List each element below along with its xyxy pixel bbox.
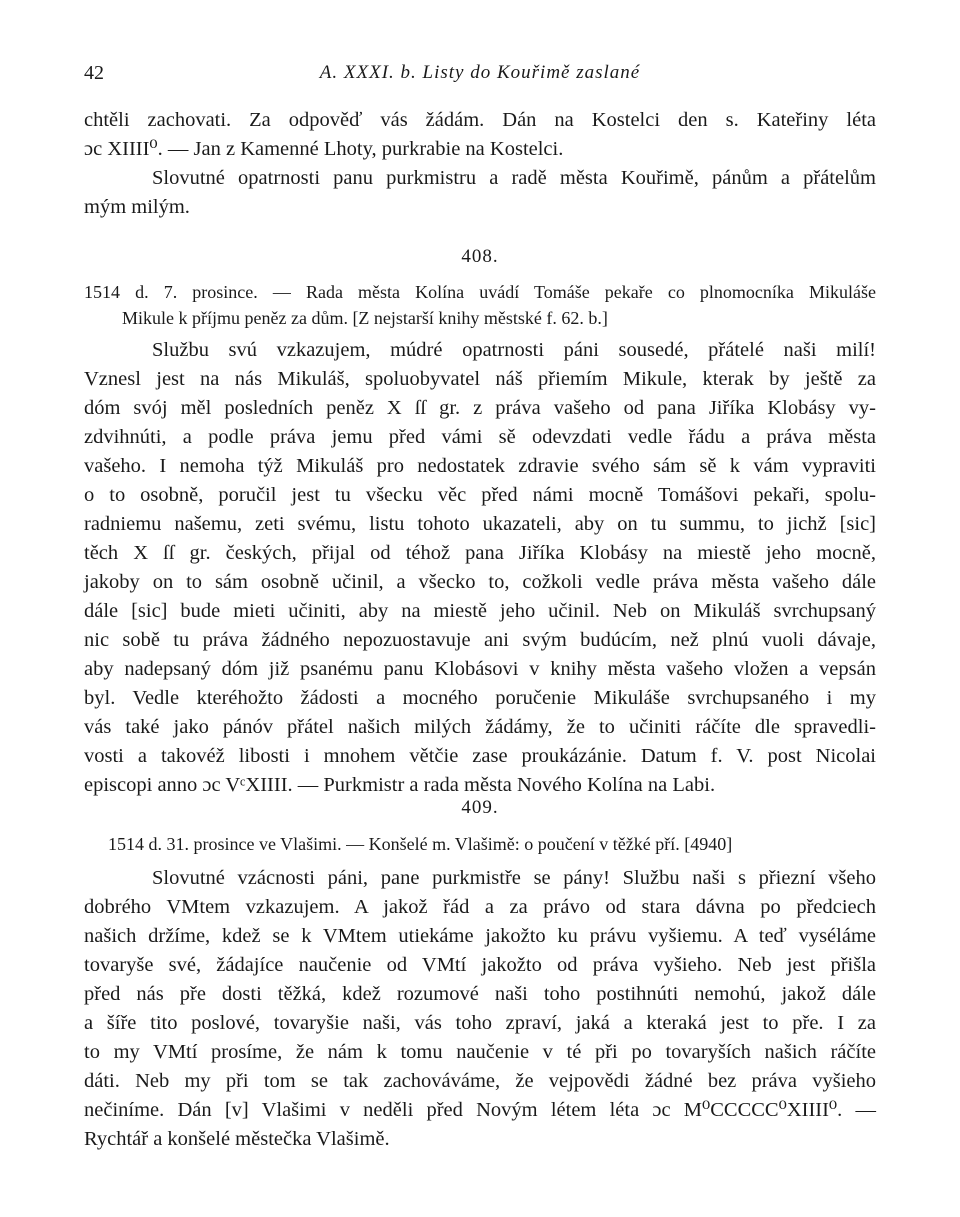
text-line: těch X ſſ gr. českých, přijal od téhož pana Jiříka Klobásy na miestě jeho mocně, <box>84 542 876 564</box>
regest-408 <box>84 279 876 331</box>
text-line: vás také jako pánóv přátel našich milých žádámy, že to učiniti ráčíte dle spravedli- <box>84 716 876 738</box>
regest-line: 1514 d. 31. prosince ve Vlašimi. — Konšelé m. Vlašimě: o poučení v těžké pří. [4940] <box>108 834 733 854</box>
text-line: zdvihnúti, a podle práva jemu před vámi sě odevzdati vedle řádu a práva města <box>84 426 876 448</box>
document-body-408 <box>84 336 876 800</box>
text-line: Slovutné vzácnosti páni, pane purkmistře se pány! Službu naši s přiezní všeho <box>152 867 876 889</box>
regest-line: Mikule k příjmu peněz za dům. [Z nejstarší knihy městské f. 62. b.] <box>122 308 608 328</box>
text-line: dáti. Neb my při tom se tak zachováváme, že vejpovědi žádné bez práva vyšieho <box>84 1070 876 1092</box>
text-line: chtěli zachovati. Za odpověď vás žádám. Dán na Kostelci den s. Kateřiny léta <box>84 109 876 131</box>
text-line: našich držíme, kdež se k VMtem utiekáme jakožto ku právu vyšiemu. A teď vyséláme <box>84 925 876 947</box>
document-body-409 <box>84 864 876 1154</box>
text-line: tovaryše své, žádajíce naučenie od VMtí jakožto od práva vyšieho. Neb jest přišla <box>84 954 876 976</box>
text-line: vosti a takovéž libosti i mnohem větčie zase proukázánie. Datum f. V. post Nicolai <box>84 745 876 767</box>
text-line: Službu svú vzkazujem, múdré opatrnosti páni sousedé, přátelé naši milí! <box>152 339 876 361</box>
regest-line: 1514 d. 7. prosince. — Rada města Kolína uvádí Tomáše pekaře co plnomocníka Mikuláše <box>84 282 876 302</box>
text-line: mým milým. <box>84 196 190 218</box>
text-line: dóm svój měl posledních peněz X ſſ gr. z práva vašeho od pana Jiříka Klobásy vy- <box>84 397 876 419</box>
text-line: nic sobě tu práva žádného nepozuostavuje ani svým budúcím, než plnú vuoli dávaje, <box>84 629 876 651</box>
text-line: dále [sic] bude mieti učiniti, aby na miestě jeho učinil. Neb on Mikuláš svrchupsaný <box>84 600 876 622</box>
regest-409 <box>84 831 876 857</box>
document-number-409: 409. <box>461 797 499 818</box>
text-line: byl. Vedle kteréhožto žádosti a mocného poručenie Mikuláše svrchupsaného i my <box>84 687 876 709</box>
document-number-408: 408. <box>461 246 499 267</box>
text-line: o to osobně, poručil jest tu všecku věc před námi mocně Tomášovi pekaři, spolu- <box>84 484 876 506</box>
text-line: vašeho. I nemoha týž Mikuláš pro nedostatek zdravie svého sám sě k vám vypraviti <box>84 455 876 477</box>
text-line: Vznesl jest na nás Mikuláš, spoluobyvatel náš přiemím Mikule, kterak by ještě za <box>84 368 876 390</box>
text-line: nečiníme. Dán [v] Vlašimi v neděli před Novým létem léta ɔc M⁰CCCCC⁰XIIII⁰. — <box>84 1099 876 1121</box>
page-header <box>84 62 876 88</box>
text-line: aby nadepsaný dóm již psanému panu Klobásovi v knihy města vašeho vložen a vepsán <box>84 658 876 680</box>
text-line: a šíře tito poslové, tovaryšie naši, vás toho zpraví, jaká a kteraká jest to pře. I za <box>84 1012 876 1034</box>
text-line: to my VMtí prosíme, že nám k tomu naučenie v té při po tovaryších našich ráčíte <box>84 1041 876 1063</box>
page-number: 42 <box>84 62 104 84</box>
text-line: Rychtář a konšelé městečka Vlašimě. <box>84 1128 390 1150</box>
continuation-text <box>84 106 876 222</box>
running-title: A. XXXI. b. Listy do Kouřimě zaslané <box>319 62 641 83</box>
text-line: před nás pře dosti těžká, kdež rozumové naši toho postihnúti nemohú, jakož dále <box>84 983 876 1005</box>
text-line: ɔc XIIII⁰. — Jan z Kamenné Lhoty, purkrabie na Kostelci. <box>84 138 564 160</box>
text-line: radniemu našemu, zeti svému, listu tohoto ukazateli, aby on tu summu, to jichž [sic] <box>84 513 876 535</box>
text-line: episcopi anno ɔc VᶜXIIII. — Purkmistr a rada města Nového Kolína na Labi. <box>84 774 716 796</box>
text-line: jakoby on to sám osobně učinil, a všecko to, cožkoli vedle práva města vašeho dále <box>84 571 876 593</box>
text-line: dobrého VMtem vzkazujem. A jakož řád a za právo od stara dávna po předciech <box>84 896 876 918</box>
text-line: Slovutné opatrnosti panu purkmistru a radě města Kouřimě, pánům a přátelům <box>152 167 876 189</box>
